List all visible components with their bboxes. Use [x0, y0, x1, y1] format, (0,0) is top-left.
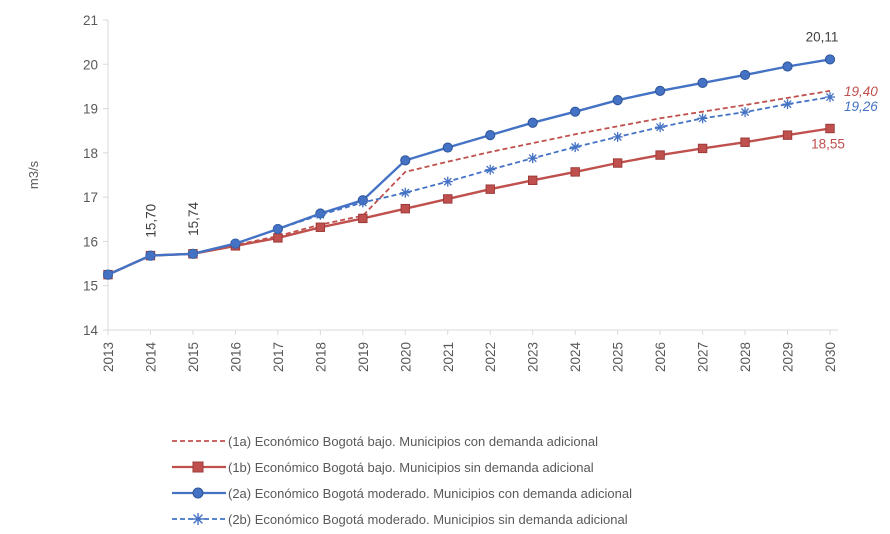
data-point: [486, 131, 495, 140]
data-point: [740, 107, 750, 117]
y-tick-label: 21: [82, 13, 98, 28]
data-point: [783, 99, 793, 109]
legend-item: [170, 454, 770, 480]
data-point: [655, 122, 665, 132]
data-point: [825, 55, 834, 64]
data-point: [444, 195, 452, 203]
data-point: [274, 234, 282, 242]
y-tick-label: 14: [82, 323, 98, 338]
x-tick-label: 2029: [780, 342, 796, 373]
x-tick-label: 2026: [653, 342, 669, 373]
data-point: [741, 138, 749, 146]
data-point: [273, 224, 283, 234]
data-point: [188, 249, 198, 259]
x-tick-label: 2015: [185, 342, 201, 373]
y-tick-label: 18: [82, 145, 98, 161]
data-point: [401, 156, 410, 165]
x-tick-label: 2014: [143, 342, 159, 373]
y-axis-title: m3/s: [26, 160, 41, 190]
data-point: [316, 223, 324, 231]
data-point: [698, 113, 708, 123]
x-tick-label: 2020: [398, 342, 414, 373]
y-tick-label: 19: [82, 101, 98, 117]
data-point: [571, 107, 580, 116]
x-tick-label: 2021: [440, 342, 456, 373]
data-point: [401, 204, 409, 212]
data-point: [359, 214, 367, 222]
data-point: [825, 92, 835, 102]
y-tick-label: 17: [82, 190, 98, 206]
legend-label-2a: (2a) Económico Bogotá moderado. Municipios con demanda adicional: [228, 485, 632, 501]
data-point: [613, 96, 622, 105]
data-point: [783, 62, 792, 71]
x-tick-label: 2030: [823, 342, 838, 373]
data-point: [571, 168, 579, 176]
series-line: [108, 129, 830, 275]
data-point: [740, 70, 749, 79]
x-tick-label: 2023: [525, 342, 541, 373]
data-point: [528, 118, 537, 127]
chart-legend: [170, 428, 770, 532]
data-point: [400, 188, 410, 198]
y-tick-label: 20: [82, 57, 98, 73]
data-point: [826, 124, 834, 132]
x-tick-label: 2024: [568, 342, 584, 373]
data-point: [145, 251, 155, 261]
legend-label-1a: (1a) Económico Bogotá bajo. Municipios con demanda adicional: [228, 433, 598, 449]
x-tick-label: 2018: [313, 342, 329, 373]
data-point: [698, 144, 706, 152]
x-tick-label: 2017: [270, 342, 286, 373]
data-point: [486, 185, 494, 193]
legend-item: [170, 506, 770, 532]
legend-key-2b: [170, 510, 228, 528]
data-annotation: 20,11: [805, 29, 839, 45]
x-tick-label: 2013: [101, 342, 116, 373]
y-tick-label: 16: [82, 234, 98, 250]
data-point: [783, 131, 791, 139]
data-point: [613, 132, 623, 142]
data-annotation: 19,26: [844, 99, 878, 115]
legend-label-2b: (2b) Económico Bogotá moderado. Municipios sin demanda adicional: [228, 511, 628, 527]
legend-key-1a: [170, 432, 228, 450]
data-point: [230, 239, 240, 249]
x-tick-label: 2016: [228, 342, 244, 373]
x-tick-label: 2028: [738, 342, 754, 373]
series-line: [108, 59, 830, 274]
x-tick-label: 2022: [483, 342, 499, 373]
x-tick-label: 2025: [610, 342, 626, 373]
x-tick-label: 2027: [695, 342, 711, 373]
legend-item: [170, 480, 770, 506]
data-point: [315, 210, 325, 220]
data-point: [528, 153, 538, 163]
data-point: [698, 78, 707, 87]
data-point: [103, 270, 113, 280]
x-tick-label: 2019: [355, 342, 371, 373]
data-annotation: 18,55: [811, 136, 845, 152]
data-point: [443, 177, 453, 187]
data-annotation: 15,70: [143, 203, 159, 238]
data-point: [656, 151, 664, 159]
data-point: [485, 165, 495, 175]
legend-key-2a: [170, 484, 228, 502]
legend-item: [170, 428, 770, 454]
data-point: [358, 197, 368, 207]
data-point: [443, 143, 452, 152]
data-point: [570, 142, 580, 152]
legend-key-1b: [170, 458, 228, 476]
data-annotation: 15,74: [185, 202, 201, 236]
y-tick-label: 15: [82, 278, 98, 294]
series-line: [108, 97, 830, 275]
data-annotation: 19,40: [844, 83, 878, 99]
data-point: [656, 86, 665, 95]
data-point: [613, 159, 621, 167]
legend-label-1b: (1b) Económico Bogotá bajo. Municipios sin demanda adicional: [228, 459, 594, 475]
data-point: [529, 176, 537, 184]
